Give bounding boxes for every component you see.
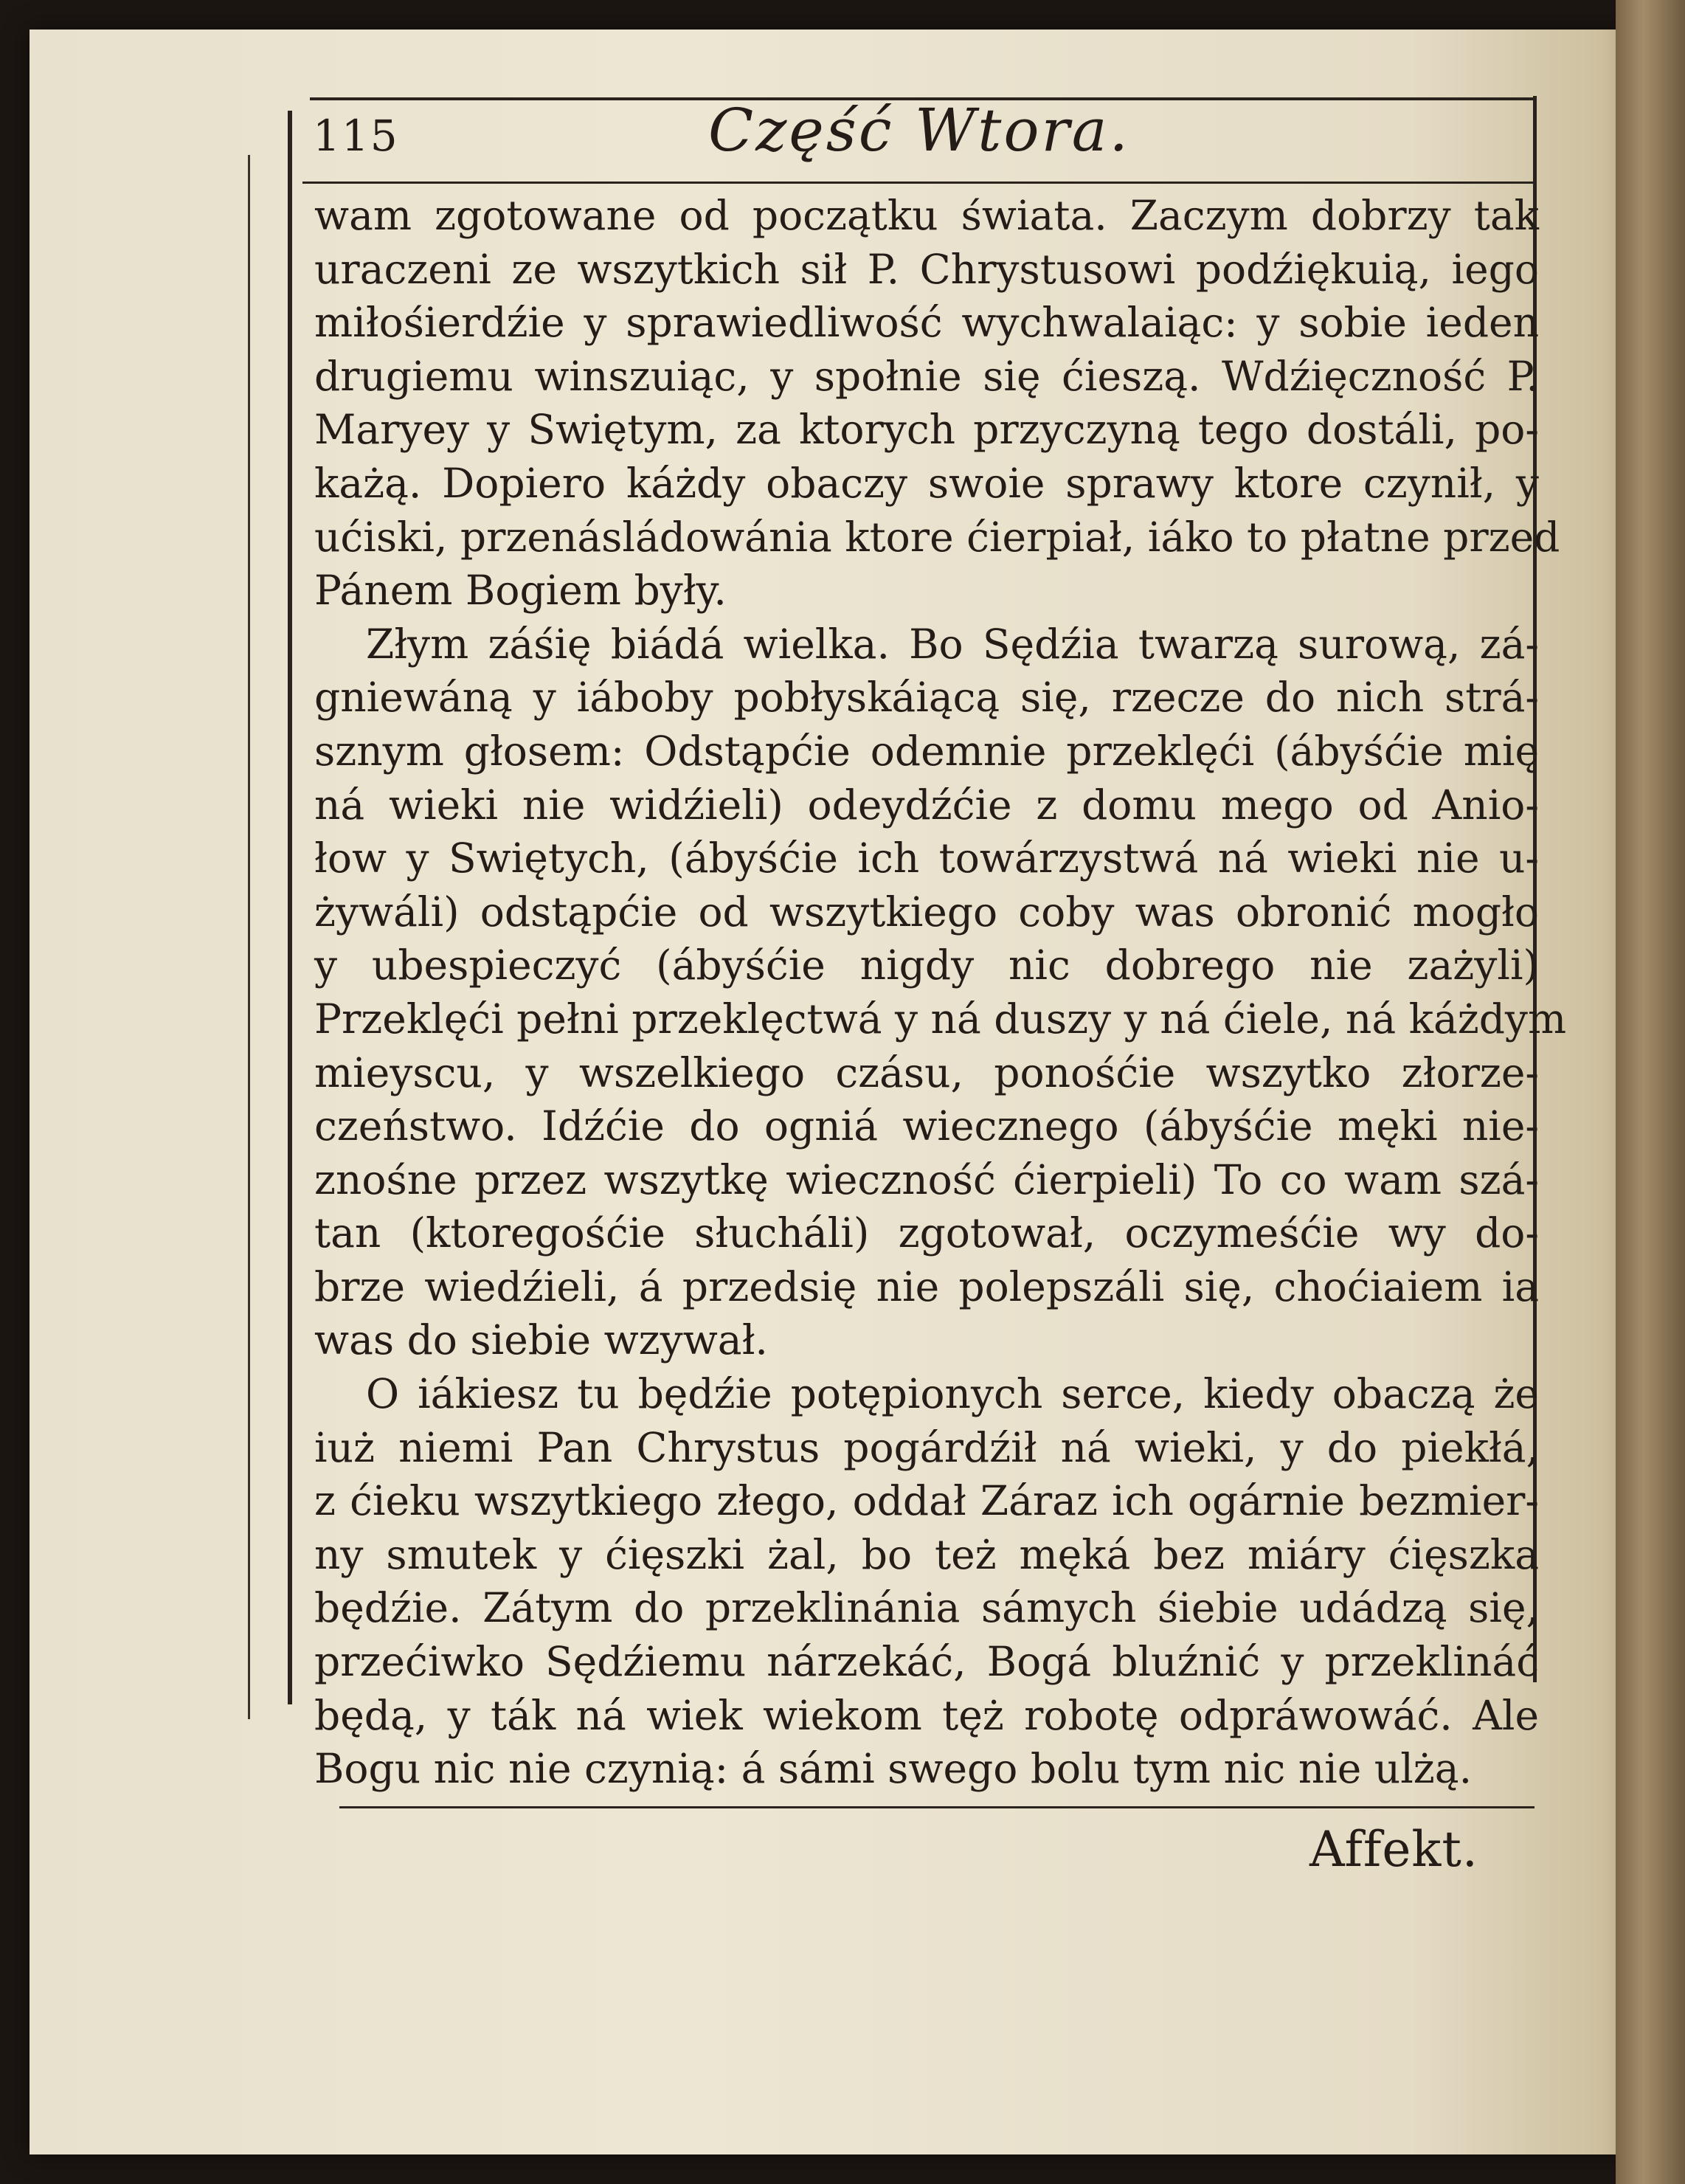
- text-line: sznym głosem: Odstąpćie odemnie przeklęći (ábyśćie mię: [314, 727, 1539, 775]
- text-line: czeństwo. Idźćie do ogniá wiecznego (ábyśćie męki nie-: [314, 1102, 1539, 1150]
- frame-left-rule: [288, 111, 292, 1704]
- running-title: Część Wtora.: [708, 96, 1130, 165]
- text-line: gniewáną y iáboby pobłyskáiącą się, rzecze do nich strá-: [314, 674, 1539, 722]
- frame-bottom-rule: [339, 1806, 1535, 1808]
- text-line: Złym záśię biádá wielka. Bo Sędźia twarzą surową, zá-: [366, 620, 1539, 668]
- outer-margin-rule: [248, 155, 250, 1719]
- text-line: z ćieku wszytkiego złego, oddał Záraz ich ogárnie bezmier-: [314, 1477, 1539, 1525]
- text-line: miłośierdźie y sprawiedliwość wychwalaiąc: y sobie ieden: [314, 299, 1539, 347]
- page-number: 115: [313, 111, 399, 161]
- text-line: przećiwko Sędźiemu nárzekáć, Bogá bluźnić y przeklináć: [314, 1638, 1539, 1686]
- text-line: iuż niemi Pan Chrystus pogárdźił ná wieki, y do piekłá,: [314, 1423, 1539, 1471]
- text-line: znośne przez wszytkę wieczność ćierpieli) To co wam szá-: [314, 1155, 1539, 1203]
- text-line: ućiski, przenásládowánia ktore ćierpiał, iáko to płatne przed: [314, 513, 1560, 561]
- body-text: [314, 189, 1567, 1796]
- text-line: łow y Swiętych, (ábyśćie ich towárzystwá ná wieki nie u-: [314, 834, 1539, 882]
- text-line: Maryey y Swiętym, za ktorych przyczyną tego dostáli, po-: [314, 406, 1539, 454]
- text-line: Bogu nic nie czynią: á sámi swego bolu tym nic nie ulżą.: [314, 1745, 1473, 1793]
- text-line: was do siebie wzywał.: [314, 1316, 768, 1364]
- next-page-edge: [1616, 0, 1685, 2184]
- text-line: będą, y ták ná wiek wiekom tęż robotę odpráwowáć. Ale: [314, 1691, 1539, 1739]
- text-line: drugiemu winszuiąc, y społnie się ćieszą. Wdźięczność P.: [314, 352, 1539, 400]
- text-line: y ubespieczyć (ábyśćie nigdy nic dobrego nie zażyli): [314, 941, 1539, 989]
- text-line: brze wiedźieli, á przedsię nie polepszáli się, choćiaiem ia: [314, 1262, 1539, 1310]
- header-underline-rule: [302, 182, 1535, 184]
- text-line: mieyscu, y wszelkiego czásu, ponośćie wszytko złorze-: [314, 1048, 1539, 1096]
- text-line: tan (ktoregośćie słucháli) zgotował, oczymeśćie wy do-: [314, 1209, 1539, 1257]
- text-line: każą. Dopiero káżdy obaczy swoie sprawy ktore czynił, y: [314, 459, 1539, 507]
- text-line: Przeklęći pełni przeklęctwá y ná duszy y ná ćiele, ná káżdym: [314, 995, 1567, 1043]
- catchword: Affekt.: [1309, 1821, 1478, 1878]
- text-line: będźie. Zátym do przeklinánia sámych śiebie udádzą się,: [314, 1584, 1539, 1632]
- text-line: Pánem Bogiem były.: [314, 567, 727, 615]
- text-line: O iákiesz tu będźie potępionych serce, kiedy obaczą że: [366, 1370, 1539, 1418]
- text-line: wam zgotowane od początku świata. Zaczym dobrzy tak: [314, 192, 1539, 239]
- text-line: ny smutek y ćięszki żal, bo też męká bez miáry ćięszka: [314, 1530, 1539, 1578]
- text-line: żywáli) odstąpćie od wszytkiego coby was obronić mogło: [314, 888, 1539, 936]
- text-line: ná wieki nie widźieli) odeydźćie z domu mego od Anio-: [314, 781, 1539, 829]
- text-line: uraczeni ze wszytkich sił P. Chrystusowi podźiękuią, iego: [314, 245, 1539, 293]
